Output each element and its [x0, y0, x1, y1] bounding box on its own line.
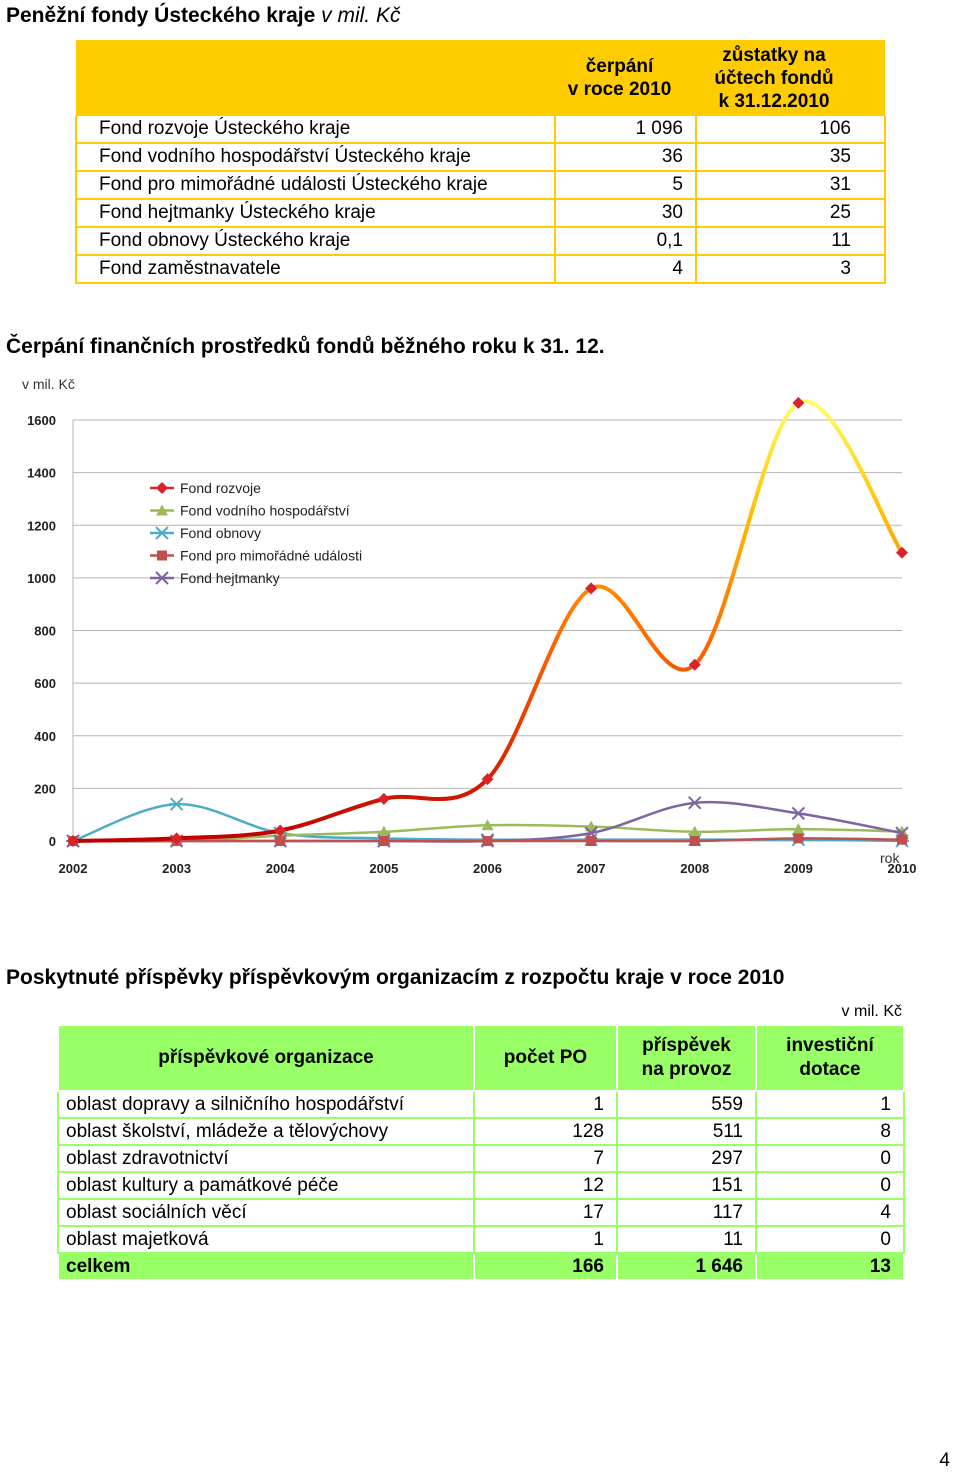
- y-tick-labels: [27, 413, 56, 849]
- data-point: [379, 836, 389, 846]
- chart-legend: [150, 480, 362, 586]
- section1-unit: v mil. Kč: [321, 4, 401, 27]
- legend-label: Fond hejtmanky: [180, 570, 280, 586]
- data-point: [586, 836, 596, 846]
- x-tick-label: 2007: [576, 861, 606, 876]
- table-row: Fond hejtmanky Ústeckého kraje 30 25: [76, 199, 885, 227]
- header-count: počet PO: [474, 1025, 617, 1091]
- header-invest: investiční dotace: [756, 1025, 904, 1091]
- y-tick-label: 1000: [27, 570, 56, 586]
- table-row: oblast majetková 1 11 0: [58, 1226, 904, 1253]
- legend-label: Fond vodního hospodářství: [180, 502, 350, 519]
- header-provoz: příspěvek na provoz: [617, 1025, 756, 1091]
- legend-item: [150, 503, 350, 519]
- y-axis-label: v mil. Kč: [22, 376, 75, 392]
- legend-label: Fond obnovy: [180, 525, 261, 541]
- y-tick-label: 400: [34, 728, 56, 744]
- section1-title: Peněžní fondy Ústeckého kraje v mil. Kč: [6, 4, 401, 27]
- table-row: oblast dopravy a silničního hospodářství 1 559 1: [58, 1091, 904, 1118]
- funds-table: [75, 40, 886, 284]
- y-tick-label: 600: [34, 676, 56, 692]
- legend-marker: [156, 482, 168, 494]
- data-point: [378, 793, 390, 805]
- data-point: [170, 798, 184, 810]
- funds-table-body: [76, 116, 885, 283]
- contributions-table: [57, 1024, 905, 1281]
- section3-unit: v mil. Kč: [841, 1003, 902, 1020]
- table-row: oblast zdravotnictví 7 297 0: [58, 1145, 904, 1172]
- header-org: příspěvkové organizace: [58, 1025, 474, 1091]
- page-number: 4: [939, 1450, 950, 1471]
- header-cerpani: čerpání v roce 2010: [555, 40, 696, 116]
- series-0: [67, 397, 908, 847]
- y-tick-label: 1400: [27, 465, 56, 481]
- legend-marker: [157, 551, 167, 561]
- table-row: oblast školství, mládeže a tělovýchovy 128 511 8: [58, 1118, 904, 1145]
- y-tick-label: 200: [34, 781, 56, 797]
- total-row: celkem 166 1 646 13: [58, 1253, 904, 1280]
- section3-title: Poskytnuté příspěvky příspěvkovým organizacím z rozpočtu kraje v roce 2010: [6, 966, 785, 989]
- table-row: oblast sociálních věcí 17 117 4: [58, 1199, 904, 1226]
- y-tick-label: 1600: [27, 413, 56, 428]
- legend-label: Fond pro mimořádné události: [180, 547, 363, 564]
- legend-item: [150, 525, 261, 541]
- contributions-table-header: [58, 1025, 904, 1091]
- y-tick-label: 1200: [27, 518, 56, 534]
- legend-item: [150, 570, 280, 586]
- chart-series: [66, 397, 909, 847]
- legend-label: Fond rozvoje: [180, 480, 261, 496]
- y-tick-label: 800: [34, 623, 56, 639]
- table-row: oblast kultury a památkové péče 12 151 0: [58, 1172, 904, 1199]
- legend-item: [150, 480, 261, 496]
- contributions-table-body: [58, 1091, 904, 1253]
- x-tick-label: 2003: [162, 861, 192, 876]
- y-tick-label: 0: [48, 834, 56, 849]
- legend-marker: [155, 527, 169, 539]
- x-tick-label: 2002: [58, 861, 88, 876]
- data-point: [483, 836, 493, 846]
- data-point: [897, 835, 907, 845]
- table-row: Fond vodního hospodářství Ústeckého kraje 36 35: [76, 143, 885, 171]
- data-point: [690, 836, 700, 846]
- x-tick-label: 2009: [783, 861, 813, 876]
- x-tick-label: 2006: [473, 861, 502, 876]
- x-tick-labels: [59, 861, 917, 876]
- data-point: [793, 833, 803, 843]
- table-row: Fond obnovy Ústeckého kraje 0,1 11: [76, 227, 885, 255]
- x-tick-label: 2004: [265, 861, 295, 876]
- x-tick-label: 2010: [887, 861, 917, 876]
- header-zustatky: zůstatky na účtech fondů k 31.12.2010: [696, 40, 885, 116]
- table-row: Fond rozvoje Ústeckého kraje 1 096 106: [76, 116, 885, 143]
- line-chart: [0, 365, 960, 895]
- section2-title: Čerpání finančních prostředků fondů běžného roku k 31. 12.: [6, 335, 605, 358]
- funds-table-header: [76, 40, 885, 116]
- x-axis-label: rok: [880, 850, 900, 866]
- legend-item: [150, 548, 362, 564]
- data-point: [275, 836, 285, 846]
- x-tick-label: 2005: [369, 861, 399, 876]
- x-tick-label: 2008: [680, 861, 710, 876]
- table-row: Fond zaměstnavatele 4 3: [76, 255, 885, 283]
- table-row: Fond pro mimořádné události Ústeckého kraje 5 31: [76, 171, 885, 199]
